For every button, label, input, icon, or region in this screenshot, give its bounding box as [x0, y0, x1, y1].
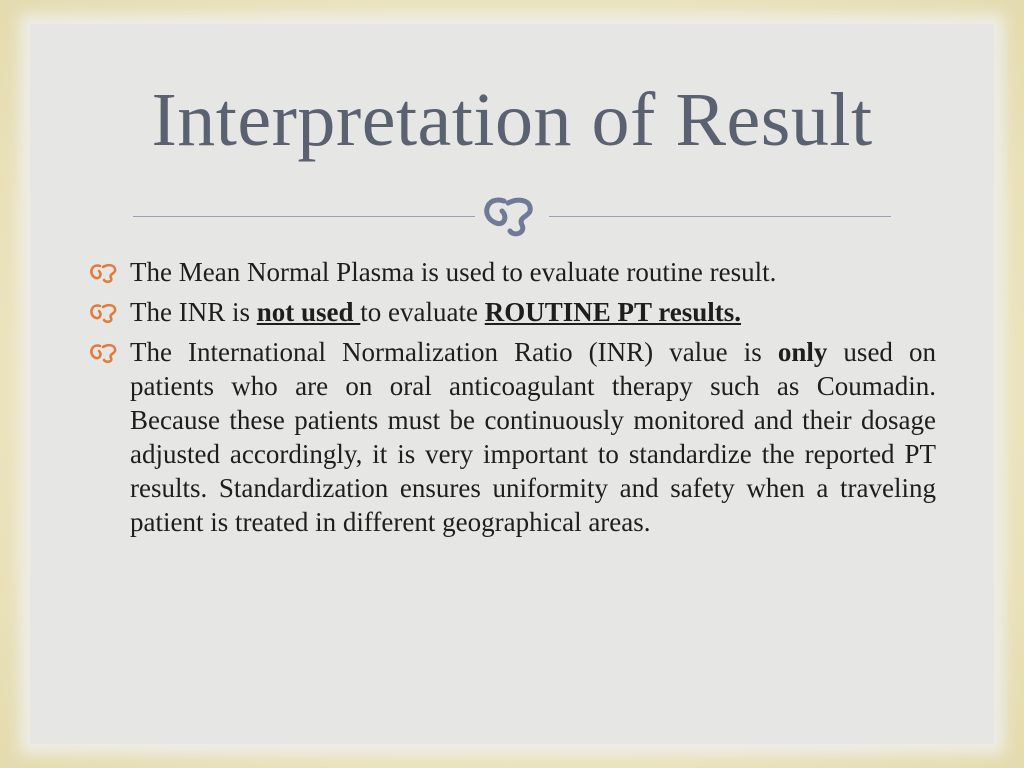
- bullet-text-3-post: used on patients who are on oral anticoagulant therapy such as Coumadin. Because these patients must be continuously monitored and their dosage adjusted accordingly, it is very important to standardize the reported PT results. Standardization ensures uniformity and safety when a traveling patient is treated in different geographical areas.: [130, 337, 936, 537]
- title-divider-left: [133, 216, 475, 217]
- bullet-ornament-icon: [86, 301, 122, 323]
- bullet-text-2-mid: to evaluate: [360, 297, 485, 327]
- bullet-list: [86, 255, 936, 545]
- bullet-text-2-emphasis-not-used: not used: [256, 297, 361, 327]
- bullet-text-2-pre: The INR is: [130, 297, 257, 327]
- bullet-text-3-pre: The International Normalization Ratio (INR) value is: [130, 337, 778, 367]
- ornament-icon: [474, 191, 550, 239]
- bullet-item-1: [86, 255, 936, 289]
- bullet-ornament-icon: [86, 261, 122, 283]
- bullet-text-1: The Mean Normal Plasma is used to evaluate routine result.: [130, 257, 777, 287]
- bullet-item-2: [86, 295, 936, 329]
- title-divider-right: [549, 216, 891, 217]
- slide-title: Interpretation of Result: [151, 78, 873, 162]
- bullet-text-3-emphasis-only: only: [777, 337, 828, 367]
- bullet-ornament-icon: [86, 341, 122, 363]
- bullet-item-3: [86, 335, 936, 539]
- bullet-text-2-emphasis-routine: ROUTINE PT results.: [484, 297, 742, 327]
